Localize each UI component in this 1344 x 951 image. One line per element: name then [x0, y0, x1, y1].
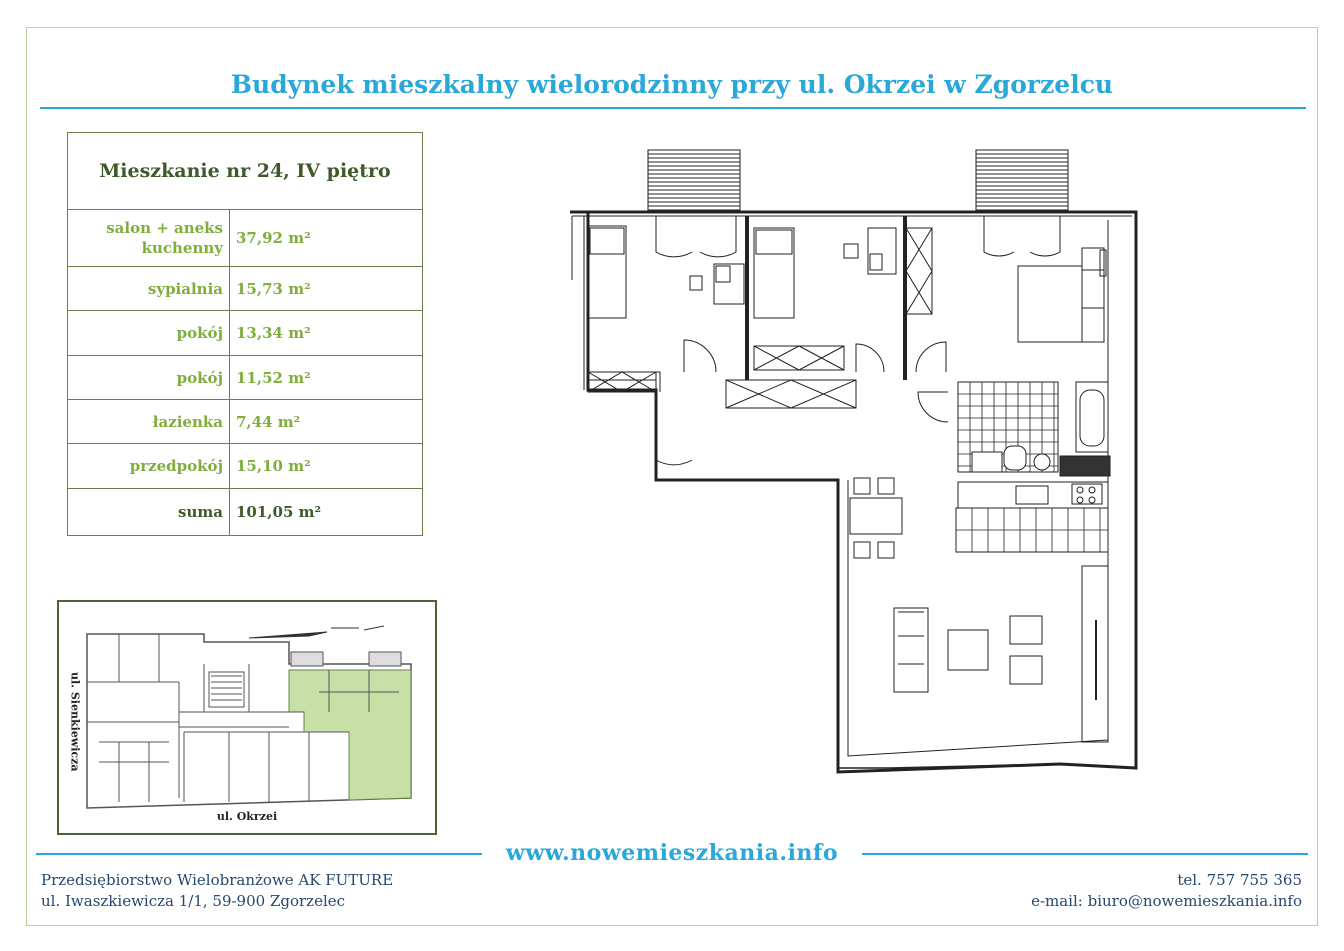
- room-area: 11,52 m²: [236, 368, 311, 387]
- site-plan: [57, 600, 437, 835]
- phone-number[interactable]: tel. 757 755 365: [1177, 871, 1302, 889]
- footer-divider-right: [862, 853, 1308, 855]
- site-plan-drawing: [59, 602, 435, 833]
- room-label: sypialnia: [68, 267, 230, 310]
- table-row: [68, 400, 422, 444]
- table-row: [68, 311, 422, 356]
- balcony-right: [976, 150, 1068, 210]
- table-row: [68, 210, 422, 267]
- company-name: Przedsiębiorstwo Wielobranżowe AK FUTURE: [41, 871, 394, 889]
- email-address[interactable]: e-mail: biuro@nowemieszkania.info: [1031, 892, 1302, 910]
- room-area: 7,44 m²: [236, 412, 301, 431]
- room-label: pokój: [68, 356, 230, 399]
- room-label: przedpokój: [68, 444, 230, 488]
- total-label: suma: [68, 489, 230, 535]
- company-address: ul. Iwaszkiewicza 1/1, 59-900 Zgorzelec: [41, 892, 346, 910]
- room-area: 15,73 m²: [236, 279, 311, 298]
- website-link[interactable]: www.nowemieszkania.info: [505, 840, 839, 866]
- footer-divider-left: [36, 853, 482, 855]
- page-title: Budynek mieszkalny wielorodzinny przy ul. Okrzei w Zgorzelcu: [230, 70, 1114, 99]
- room-label: salon + aneks kuchenny: [68, 210, 230, 266]
- area-table: [67, 132, 423, 536]
- total-area: 101,05 m²: [236, 503, 322, 521]
- table-row: [68, 356, 422, 400]
- title-divider: [40, 107, 1306, 109]
- room-label: łazienka: [68, 400, 230, 443]
- room-area: 37,92 m²: [236, 229, 311, 247]
- floor-plan: [560, 140, 1150, 790]
- balcony-left: [648, 150, 740, 210]
- room-area: 13,34 m²: [236, 324, 311, 342]
- room-area: 15,10 m²: [236, 457, 311, 475]
- table-row-total: [68, 489, 422, 535]
- room-label: pokój: [68, 311, 230, 355]
- street-label-west: ul. Sienkiewicza: [68, 672, 82, 772]
- table-row: [68, 444, 422, 489]
- street-label-south: ul. Okrzei: [216, 810, 278, 823]
- table-row: [68, 267, 422, 311]
- apartment-heading: Mieszkanie nr 24, IV piętro: [68, 133, 422, 210]
